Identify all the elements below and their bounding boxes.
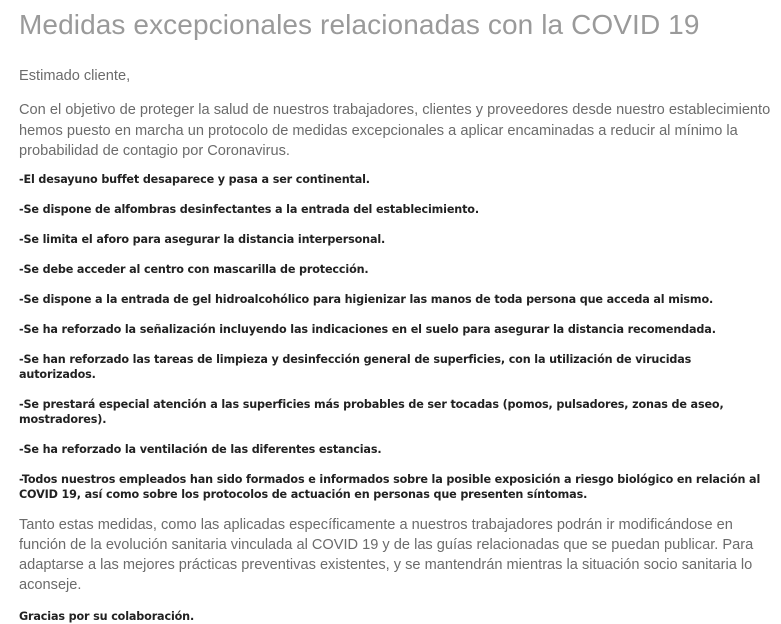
intro-paragraph: Con el objetivo de proteger la salud de nuestros trabajadores, clientes y proveedores desde nuestro establecimiento hemos puesto en marcha un protocolo de medidas excepcionales a aplicar encaminadas a reducir al mínimo la probabilidad de contagio por Coronavirus. <box>19 102 771 159</box>
closing-paragraph: Tanto estas medidas, como las aplicadas específicamente a nuestros trabajadores podrán ir modificándose en función de la evolución sanitaria vinculada al COVID 19 y de las guías relacionadas que se puedan publicar. Para adaptarse a las mejores prácticas preventivas existentes, y se mantendrán mientras la situación socio sanitaria lo aconseje. <box>19 516 754 593</box>
measure-item: -Se limita el aforo para asegurar la distancia interpersonal. <box>19 232 386 246</box>
page-title: Medidas excepcionales relacionadas con la COVID 19 <box>19 9 700 40</box>
measure-item: -Se ha reforzado la señalización incluyendo las indicaciones en el suelo para asegurar la distancia recomendada. <box>19 322 716 336</box>
measure-item: -Se dispone de alfombras desinfectantes a la entrada del establecimiento. <box>19 202 479 216</box>
measure-item: -Se debe acceder al centro con mascarilla de protección. <box>19 262 369 276</box>
measure-item: -Se ha reforzado la ventilación de las diferentes estancias. <box>19 442 382 456</box>
measures-list <box>19 172 771 502</box>
measure-item: -Todos nuestros empleados han sido formados e informados sobre la posible exposición a riesgo biológico en relación al COVID 19, así como sobre los protocolos de actuación en personas que presenten síntomas. <box>19 472 761 501</box>
greeting-text: Estimado cliente, <box>19 68 131 84</box>
measure-item: -Se prestará especial atención a las superficies más probables de ser tocadas (pomos, pulsadores, zonas de aseo, mostradores). <box>19 397 724 426</box>
measure-item: -El desayuno buffet desaparece y pasa a ser continental. <box>19 172 370 186</box>
thanks-text: Gracias por su colaboración. <box>19 609 195 623</box>
measure-item: -Se dispone a la entrada de gel hidroalcohólico para higienizar las manos de toda persona que acceda al mismo. <box>19 292 714 306</box>
covid-measures-notice <box>19 0 771 624</box>
measure-item: -Se han reforzado las tareas de limpieza y desinfección general de superficies, con la utilización de virucidas autorizados. <box>19 352 692 381</box>
